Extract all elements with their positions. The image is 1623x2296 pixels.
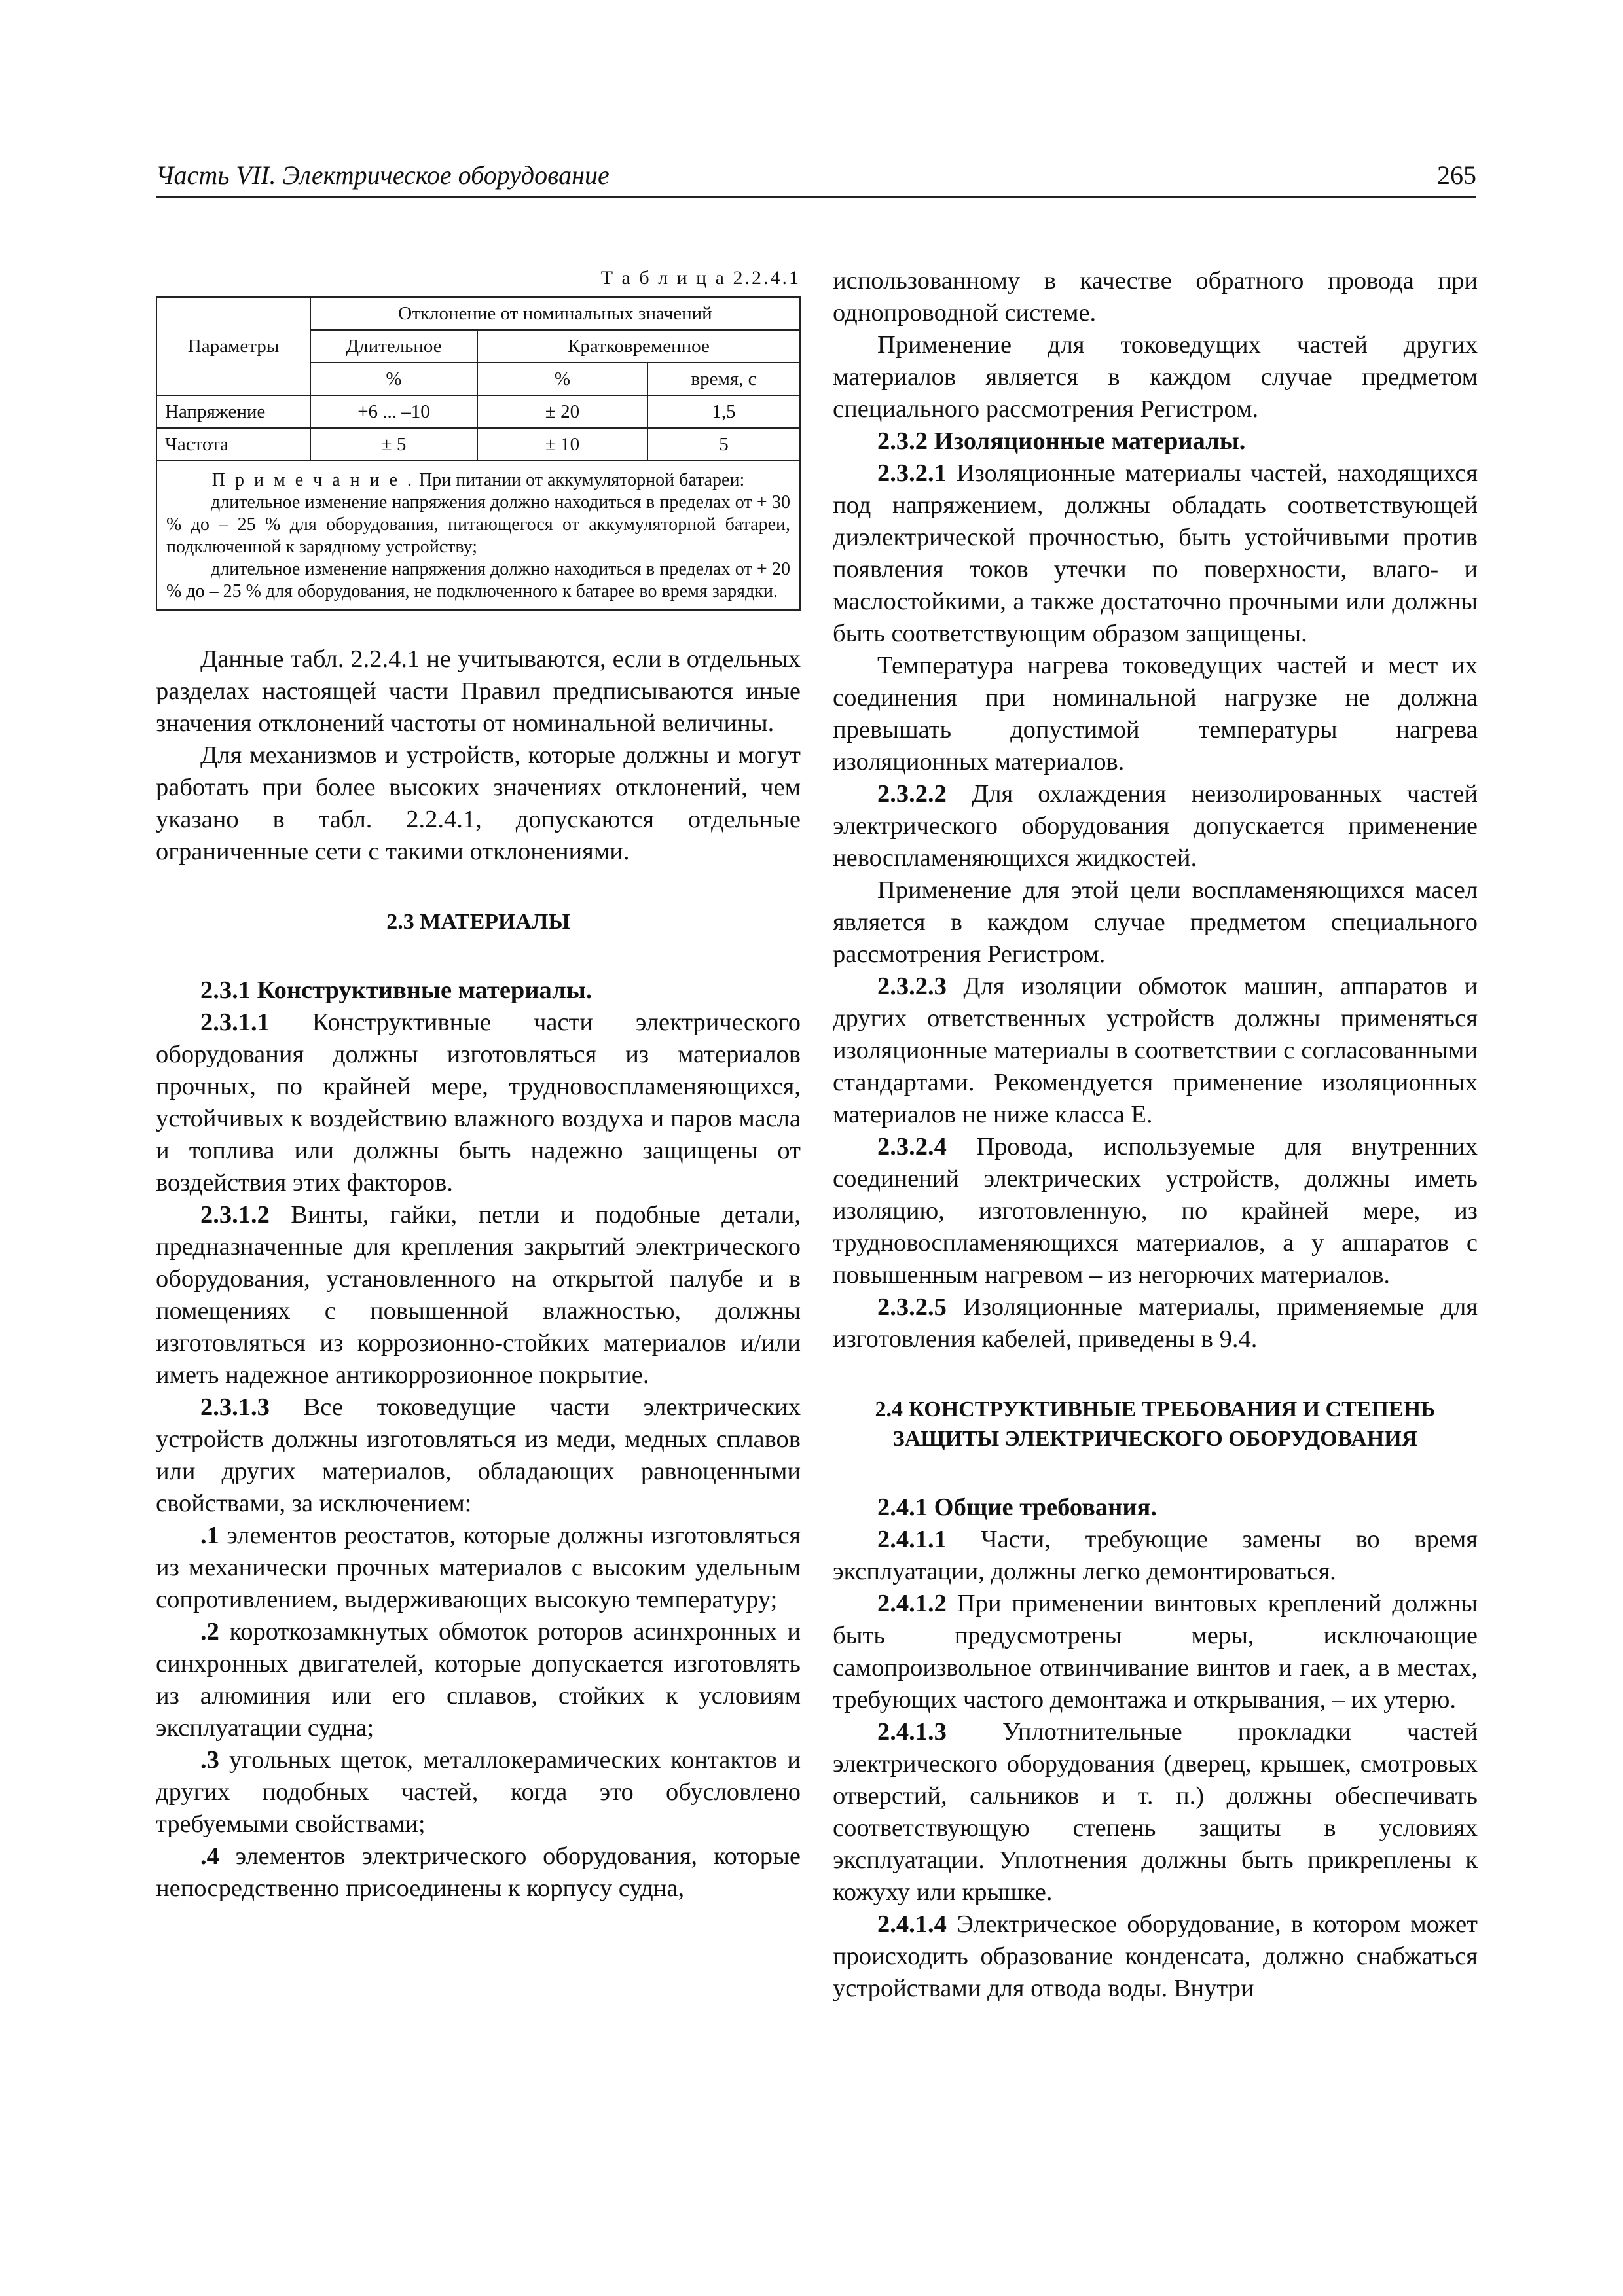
clause-number: 2.4.1.3 [877,1718,947,1746]
row-time: 1,5 [647,395,800,428]
header-cell-deviation: Отклонение от номинальных значений [310,297,800,330]
clause-2-3-1-2 [156,1199,801,1391]
clause-text: Все токоведущие части электрических устройств должны изготовляться из меди, медных сплавов или других материалов, обладающих равноценными свойствами, за исключением: [156,1393,801,1517]
left-column [156,265,801,1905]
item-text: короткозамкнутых обмоток роторов асинхронных и синхронных двигателей, которые допускается изготовлять из алюминия или его сплавов, стойких к условиям эксплуатации судна; [156,1618,801,1742]
paragraph-continued: использованному в качестве обратного провода при однопроводной системе. [833,267,1478,327]
clause-number: 2.3.1.2 [200,1201,270,1229]
header-cell-short: Кратковременное [477,330,800,363]
header-cell-time: время, с [647,363,800,395]
item-number: .3 [200,1746,219,1774]
clause-2-3-2-2 [833,778,1478,874]
subsection-heading-2-4-1: 2.4.1 Общие требования. [877,1494,1157,1521]
clause-number: 2.3.1.3 [200,1393,270,1421]
clause-2-4-1-3 [833,1716,1478,1909]
header-cell-params: Параметры [156,297,310,395]
row-long: +6 ... –10 [310,395,477,428]
clause-text: Для изоляции обмоток машин, аппаратов и других ответственных устройств должны применяться изоляционные материалы в соответствии с согласованными стандартами. Рекомендуется применение изоляционных материалов не ниже класса Е. [833,973,1478,1128]
clause-text: Части, требующие замены во время эксплуатации, должны легко демонтироваться. [833,1526,1478,1585]
paragraph: Для механизмов и устройств, которые должны и могут работать при более высоких значениях отклонений, чем указано в табл. 2.2.4.1, допускаются отдельные ограниченные сети с такими отклонениями. [156,742,801,865]
item-text: элементов реостатов, которые должны изготовляться из механически прочных материалов с высоким удельным сопротивлением, выдерживающих высокую температуру; [156,1522,801,1613]
table-note [156,461,801,611]
section-heading-2-4-line-2: ЗАЩИТЫ ЭЛЕКТРИЧЕСКОГО ОБОРУДОВАНИЯ [892,1427,1418,1451]
clause-text: Провода, используемые для внутренних соединений электрических устройств, должны иметь изоляцию, изготовленную, по крайней мере, из трудновоспламеняющихся материалов, а у аппаратов с повышенным нагревом – из негорючих материалов. [833,1133,1478,1289]
paragraph: Температура нагрева токоведущих частей и мест их соединения при номинальной нагрузке не должна превышать допустимой температуры нагрева изоляционных материалов. [833,652,1478,776]
clause-2-4-1-4 [833,1909,1478,2005]
right-column [833,265,1478,2005]
paragraph: Применение для этой цели воспламеняющихся масел является в каждом случае предметом специального рассмотрения Регистром. [833,876,1478,968]
item-text: угольных щеток, металлокерамических контактов и других подобных частей, когда это обусловлено требуемыми свойствами; [156,1746,801,1838]
clause-text: Уплотнительные прокладки частей электрического оборудования (дверец, крышек, смотровых отверстий, сальников и т. п.) должны обеспечивать соответствующую степень защиты в условиях эксплуатации. Уплотнения должны быть прикреплены к кожуху или крышке. [833,1718,1478,1906]
item-text: элементов электрического оборудования, которые непосредственно присоединены к корпусу судна, [156,1842,801,1902]
clause-number: 2.3.2.3 [877,973,947,1000]
clause-2-3-2-4 [833,1131,1478,1291]
clause-number: 2.4.1.2 [877,1590,947,1617]
item-number: .4 [200,1842,219,1870]
header-title: Часть VII. Электрическое оборудование [156,160,610,190]
list-item [156,1744,801,1840]
row-long: ± 5 [310,428,477,461]
row-time: 5 [647,428,800,461]
clause-number: 2.3.2.2 [877,780,947,808]
paragraph: Данные табл. 2.2.4.1 не учитываются, если в отдельных разделах настоящей части Правил предписываются иные значения отклонений частоты от номинальной величины. [156,645,801,737]
clause-text: Изоляционные материалы, применяемые для изготовления кабелей, приведены в 9.4. [833,1293,1478,1353]
deviation-table [156,296,801,461]
note-label: П р и м е ч а н и е . [211,470,415,490]
table-row [156,395,800,428]
clause-text: Конструктивные части электрического оборудования должны изготовляться из материалов прочных, по крайней мере, трудновоспламеняющихся, устойчивых к воздействию влажного воздуха и паров масла и топлива или должны быть надежно защищены от воздействия этих факторов. [156,1009,801,1196]
clause-2-3-1-3 [156,1391,801,1520]
clause-number: 2.3.2.4 [877,1133,947,1160]
clause-number: 2.3.1.1 [200,1009,270,1036]
clause-number: 2.3.2.1 [877,459,947,487]
clause-2-3-2-3 [833,971,1478,1131]
list-item [156,1840,801,1905]
item-number: .1 [200,1522,219,1549]
row-short: ± 20 [477,395,647,428]
clause-number: 2.3.2.5 [877,1293,947,1321]
clause-text: Для охлаждения неизолированных частей электрического оборудования допускается применение невоспламеняющихся жидкостей. [833,780,1478,872]
section-heading-2-3: 2.3 МАТЕРИАЛЫ [386,910,570,934]
clause-2-3-2-5 [833,1291,1478,1355]
running-header [156,156,1476,198]
clause-text: Электрическое оборудование, в котором может происходить образование конденсата, должно снабжаться устройствами для отвода воды. Внутри [833,1910,1478,2002]
clause-text: Изоляционные материалы частей, находящихся под напряжением, должны обладать соответствующей диэлектрической прочностью, быть устойчивыми против появления токов утечки по поверхности, влаго- и маслостойкими, а также достаточно прочными или должны быть соответствующим образом защищены. [833,459,1478,647]
clause-text: Винты, гайки, петли и подобные детали, предназначенные для крепления закрытий электрического оборудования, установленного на открытой палубе и в помещениях с повышенной влажностью, должны изготовляться из коррозионно-стойких материалов и/или иметь надежное антикоррозионное покрытие. [156,1201,801,1389]
paragraph: Применение для токоведущих частей других материалов является в каждом случае предметом специального рассмотрения Регистром. [833,331,1478,423]
section-heading-2-4-line-1: 2.4 КОНСТРУКТИВНЫЕ ТРЕБОВАНИЯ И СТЕПЕНЬ [875,1397,1436,1422]
table-caption: Т а б л и ц а 2.2.4.1 [600,267,801,289]
header-cell-long: Длительное [310,330,477,363]
row-name: Частота [156,428,310,461]
item-number: .2 [200,1618,219,1645]
clause-number: 2.4.1.4 [877,1910,947,1938]
list-item [156,1616,801,1744]
subsection-heading-2-3-1: 2.3.1 Конструктивные материалы. [200,977,593,1004]
row-name: Напряжение [156,395,310,428]
row-short: ± 10 [477,428,647,461]
clause-number: 2.4.1.1 [877,1526,947,1553]
clause-2-3-1-1 [156,1007,801,1199]
clause-2-3-2-1 [833,457,1478,650]
clause-2-4-1-2 [833,1588,1478,1716]
subsection-heading-2-3-2: 2.3.2 Изоляционные материалы. [877,427,1246,455]
header-cell-pct-short: % [477,363,647,395]
list-item [156,1520,801,1616]
note-item-1: длительное изменение напряжения должно находиться в пределах от + 30 % до – 25 % для оборудования, питающегося от аккумуляторной батареи, подключенной к зарядному устройству; [166,492,790,557]
header-cell-pct-long: % [310,363,477,395]
table-row [156,428,800,461]
clause-text: При применении винтовых креплений должны быть предусмотрены меры, исключающие самопроизвольное отвинчивание винтов и гаек, а в местах, требующих частого демонтажа и открывания, – их утерю. [833,1590,1478,1713]
clause-2-4-1-1 [833,1524,1478,1588]
note-lead: При питании от аккумуляторной батареи: [414,470,745,490]
page-number: 265 [1437,160,1476,190]
note-item-2: длительное изменение напряжения должно находиться в пределах от + 20 % до – 25 % для оборудования, не подключенного к батарее во время зарядки. [166,559,790,601]
